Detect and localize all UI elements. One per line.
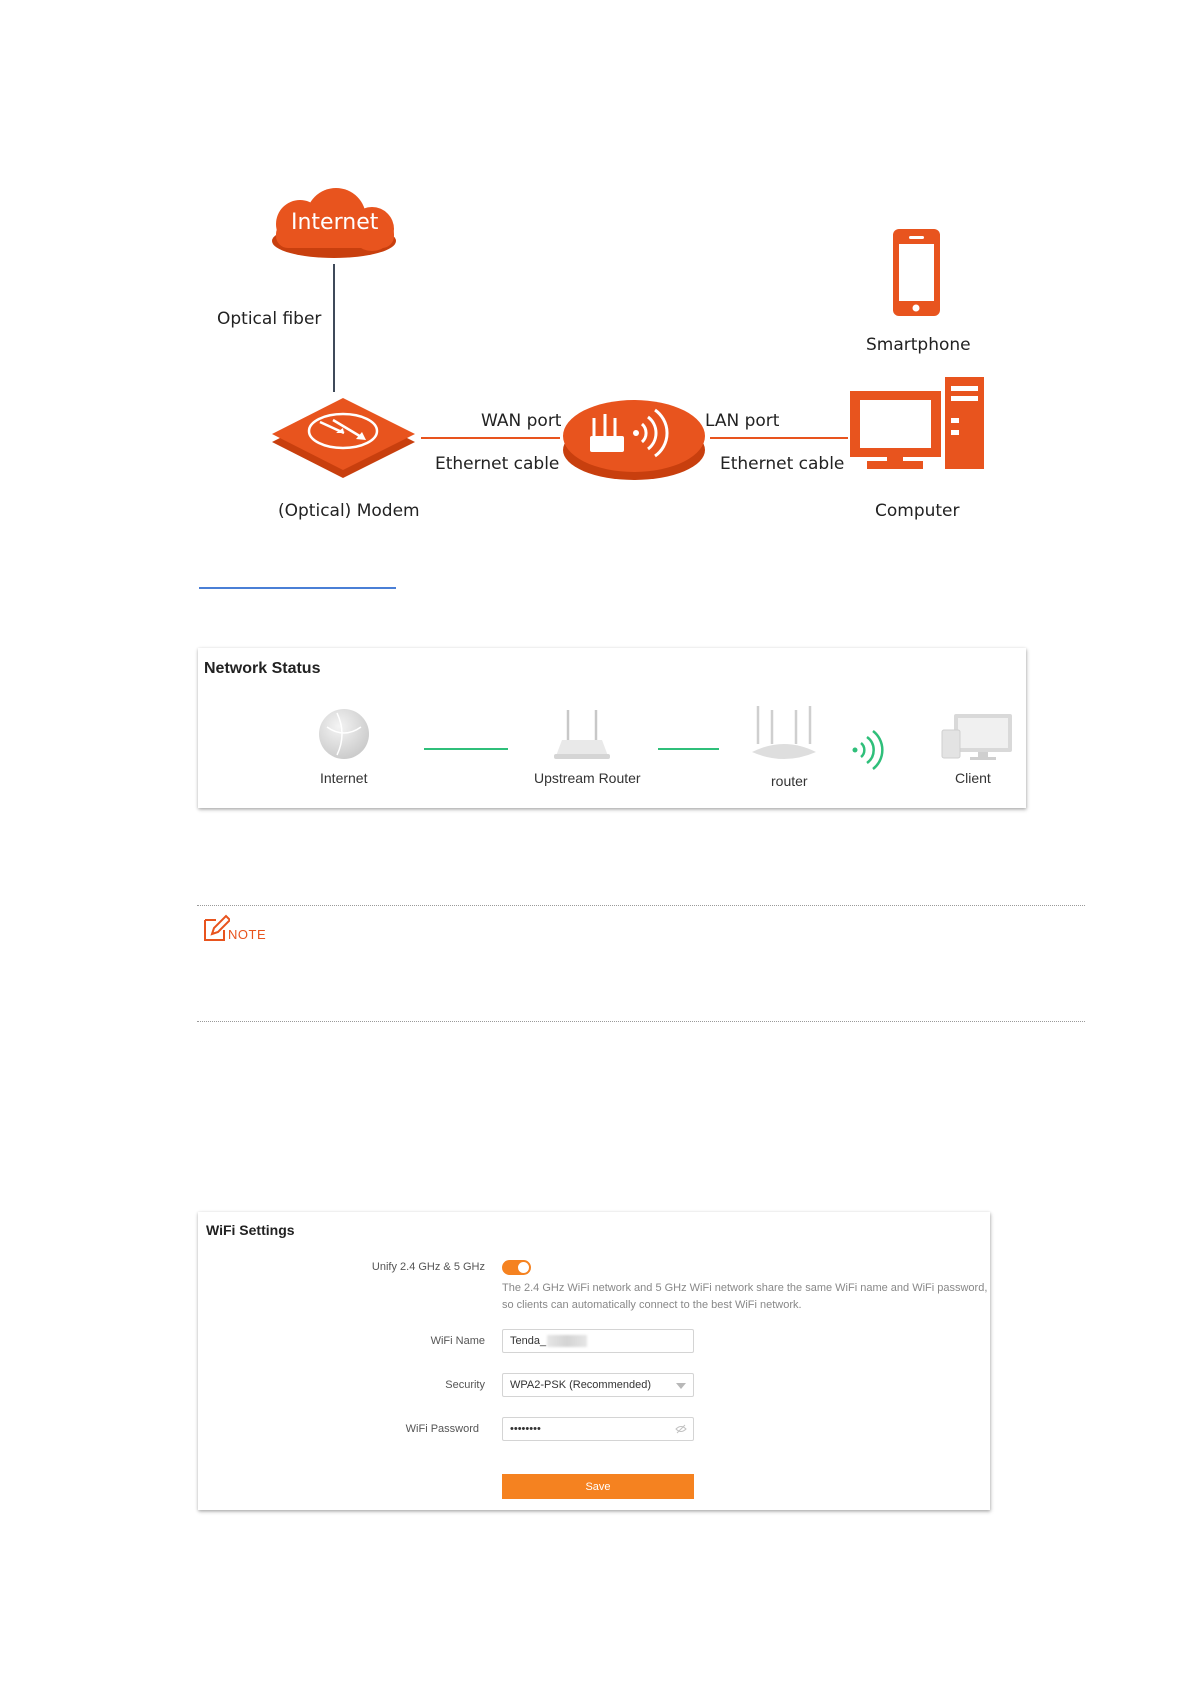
client-monitor-icon: [940, 712, 1014, 762]
network-status-title: Network Status: [204, 660, 321, 677]
computer-label: Computer: [875, 501, 960, 521]
upstream-router-icon: [548, 708, 616, 760]
wifi-name-input[interactable]: [502, 1329, 694, 1353]
save-button[interactable]: Save: [502, 1474, 694, 1499]
lan-port-label: LAN port: [705, 411, 780, 431]
wan-port-label: WAN port: [481, 411, 562, 431]
wifi-name-value: Tenda_: [510, 1335, 547, 1347]
upstream-link-line: [658, 748, 719, 750]
note-label: NOTE: [228, 927, 267, 942]
wifi-settings-card: [198, 1212, 990, 1510]
internet-label: Internet: [320, 770, 368, 786]
hyperlink-underline[interactable]: [199, 587, 396, 589]
computer-icon: [850, 377, 984, 469]
unify-description-line1: The 2.4 GHz WiFi network and 5 GHz WiFi network share the same WiFi name and WiFi password,: [502, 1282, 988, 1294]
wifi-password-input[interactable]: [502, 1417, 694, 1441]
security-label: Security: [445, 1379, 485, 1391]
client-label: Client: [955, 770, 991, 786]
wifi-password-value: ••••••••: [510, 1423, 541, 1435]
router-icon: [563, 400, 705, 480]
modem-label: (Optical) Modem: [278, 501, 420, 521]
wifi-signal-icon: [850, 728, 886, 772]
internet-cloud-label: Internet: [291, 210, 379, 235]
network-status-card: [198, 648, 1026, 808]
wifi-password-label: WiFi Password: [405, 1423, 479, 1435]
router-label: router: [771, 773, 808, 789]
internet-globe-icon: [317, 707, 371, 761]
security-value: WPA2-PSK (Recommended): [510, 1379, 652, 1391]
unify-label: Unify 2.4 GHz & 5 GHz: [371, 1261, 485, 1273]
ethernet-cable-left-label: Ethernet cable: [435, 454, 560, 474]
modem-icon: [272, 398, 415, 478]
unify-description-line2: so clients can automatically connect to the best WiFi network.: [502, 1299, 802, 1311]
blurred-ssid-mask: [547, 1335, 587, 1347]
ethernet-cable-right-label: Ethernet cable: [720, 454, 845, 474]
security-select[interactable]: [502, 1373, 694, 1397]
smartphone-label: Smartphone: [866, 335, 971, 355]
eye-hidden-icon[interactable]: [675, 1424, 687, 1434]
optical-fiber-label: Optical fiber: [217, 309, 322, 329]
note-bottom-rule: [197, 1021, 1085, 1022]
topology-diagram: [0, 0, 1191, 560]
note-top-rule: [197, 905, 1085, 906]
chevron-down-icon: [676, 1383, 686, 1389]
topology-graphics: [0, 0, 1191, 560]
router-device-icon: [748, 704, 820, 766]
wifi-settings-title: WiFi Settings: [206, 1222, 295, 1238]
wifi-name-label: WiFi Name: [430, 1335, 485, 1347]
upstream-router-label: Upstream Router: [534, 770, 641, 786]
note-pencil-icon: [202, 914, 230, 944]
unify-toggle[interactable]: [502, 1260, 531, 1275]
internet-link-line: [424, 748, 508, 750]
smartphone-icon: [893, 229, 940, 316]
